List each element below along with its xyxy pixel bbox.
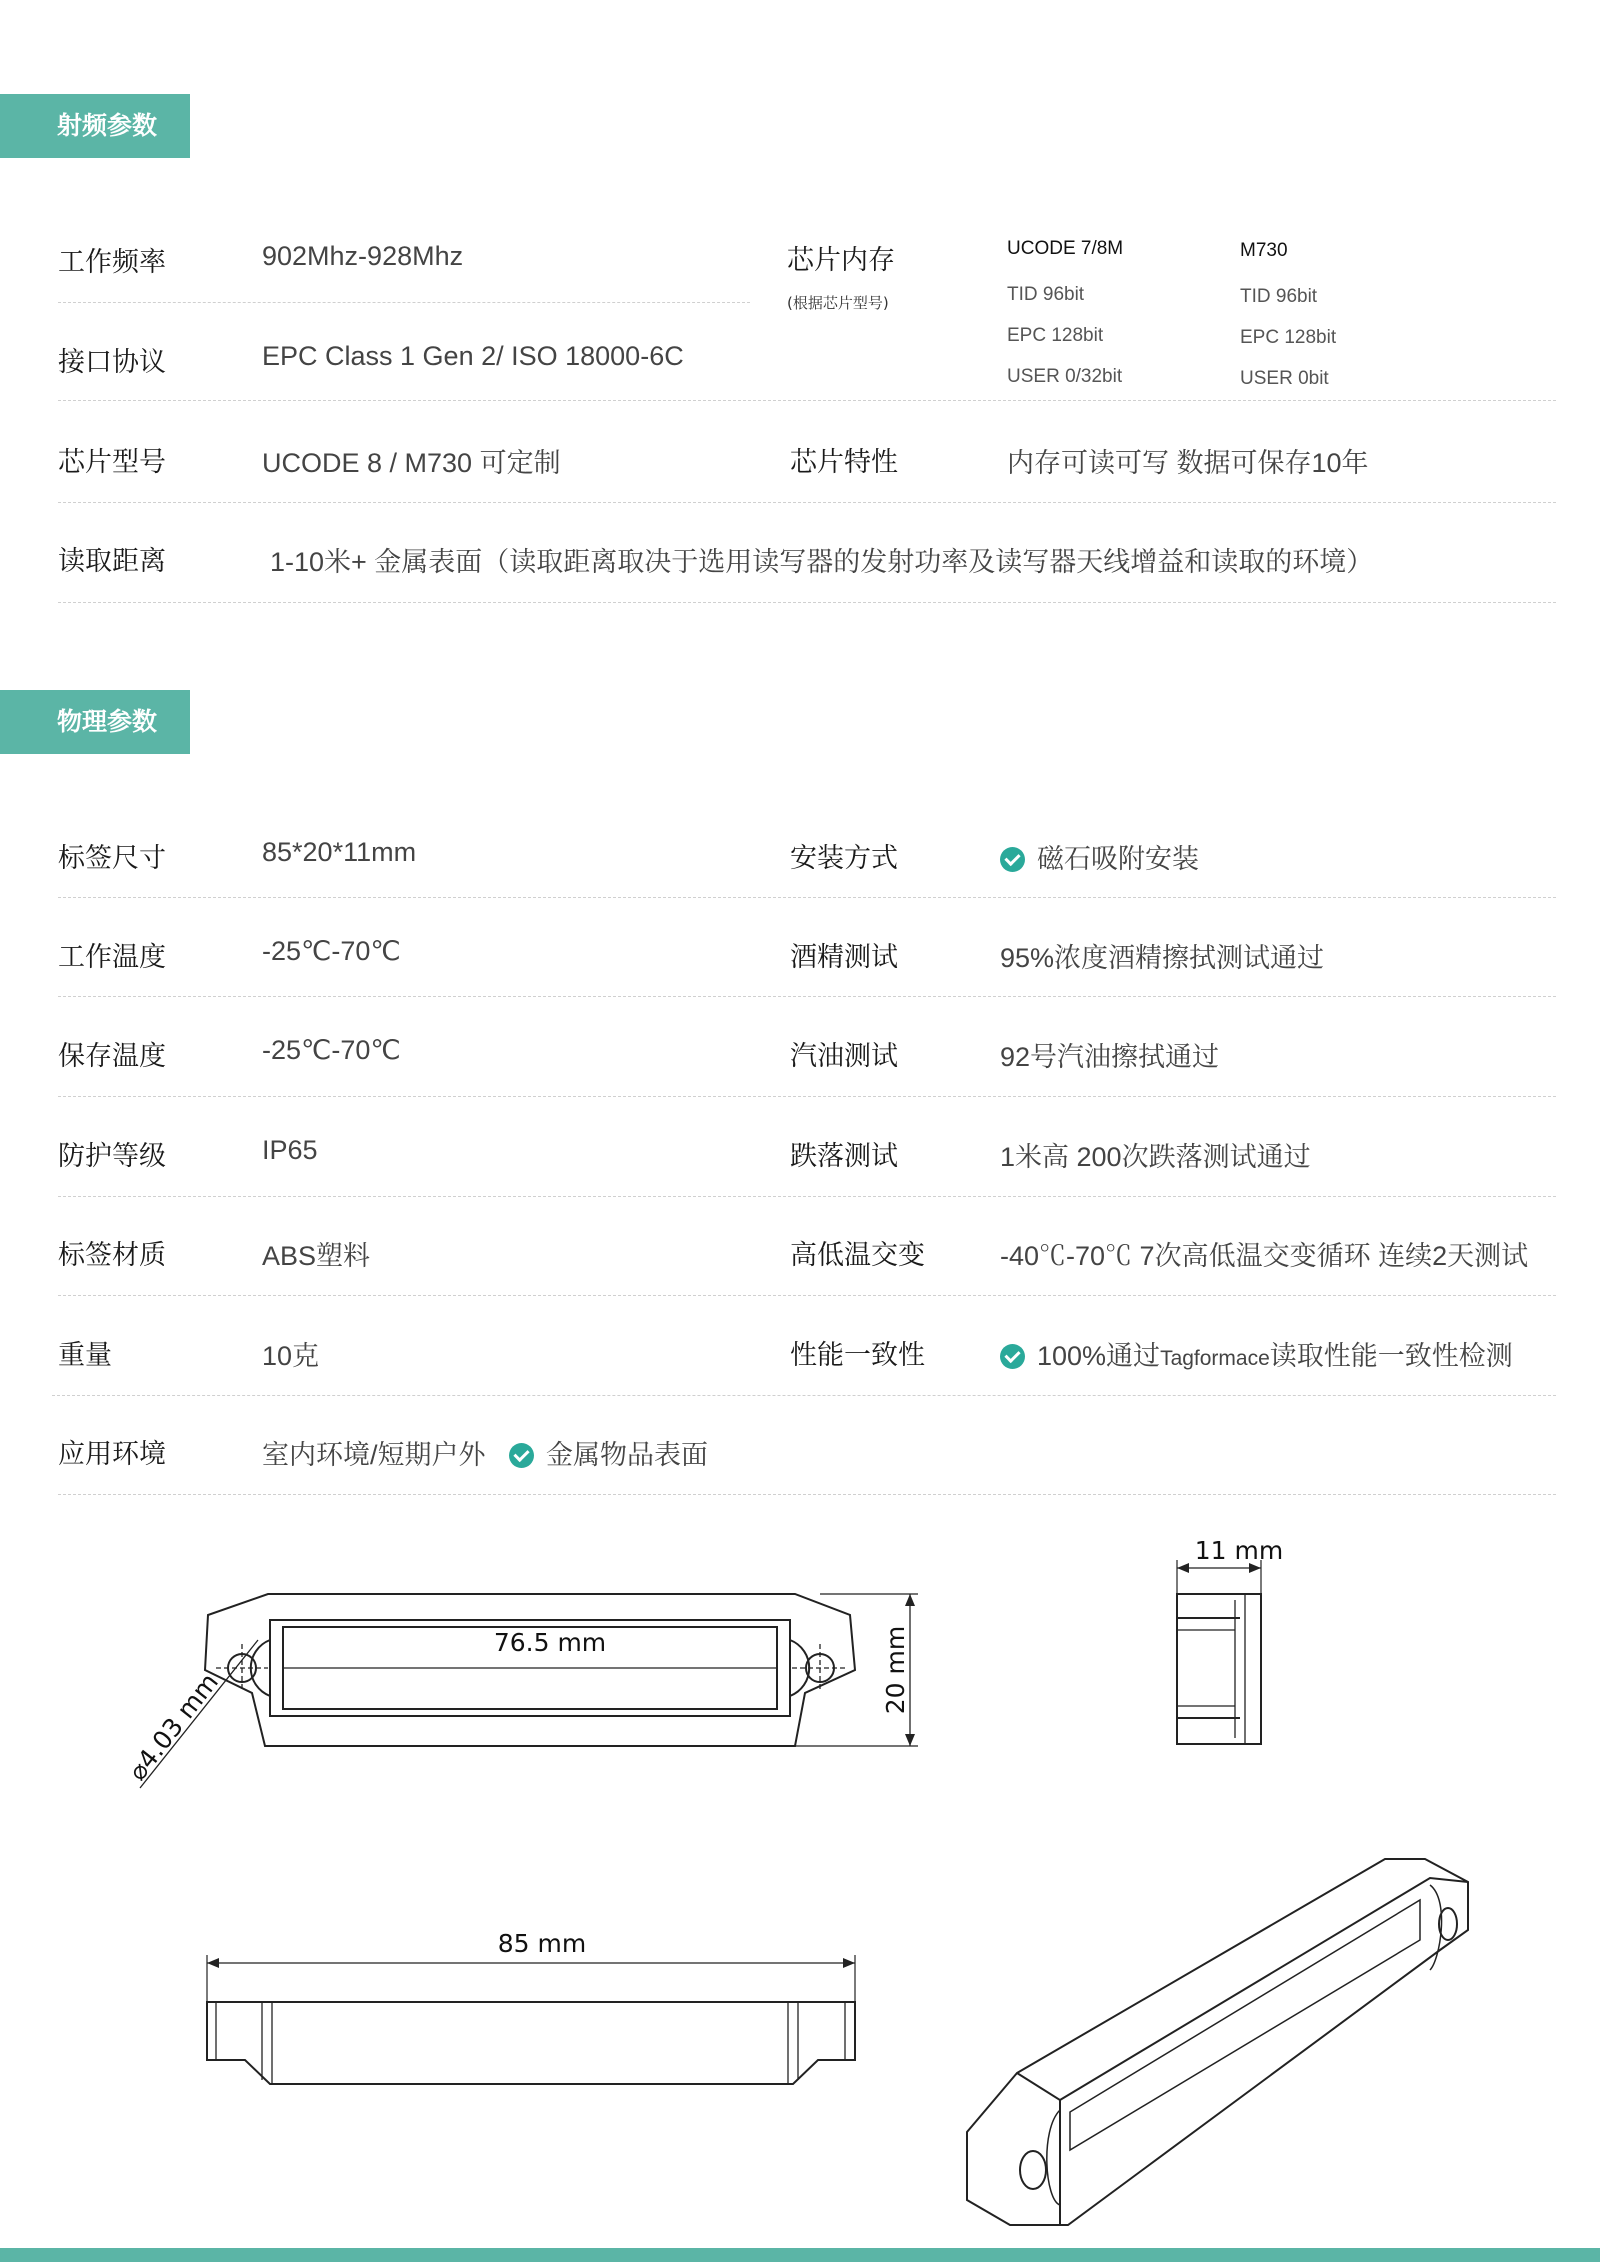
mount-value-text: 磁石吸附安装 (1037, 844, 1199, 874)
divider (58, 502, 1556, 503)
mem-col2-row: TID 96bit (1240, 286, 1318, 307)
env-extra: 金属物品表面 (546, 1440, 709, 1470)
check-icon (1000, 1344, 1025, 1369)
divider (58, 1096, 1556, 1097)
divider (58, 400, 1556, 401)
feat-label: 芯片特性 (790, 447, 898, 478)
drop-value: 1米高 200次跌落测试通过 (1000, 1142, 1311, 1172)
gasoline-value: 92号汽油擦拭通过 (1000, 1042, 1220, 1072)
worktemp-value: -25℃-70℃ (262, 936, 401, 966)
ip-label: 防护等级 (58, 1141, 166, 1172)
consistency-brand: Tagformace (1160, 1347, 1270, 1370)
worktemp-label: 工作温度 (58, 942, 166, 973)
divider (58, 1295, 1556, 1296)
mem-col2-row: EPC 128bit (1240, 327, 1337, 348)
consistency-pre: 100%通过 (1037, 1341, 1161, 1371)
dim-inner-length: 76.5 mm (493, 1628, 607, 1657)
dim-length: 85 mm (497, 1929, 587, 1958)
mem-col1-row: TID 96bit (1007, 284, 1085, 305)
mem-col1-row: EPC 128bit (1007, 325, 1104, 346)
mount-value (1000, 837, 1199, 876)
range-value: 1-10米+ 金属表面（读取距离取决于选用读写器的发射功率及读写器天线增益和读取的环境） (270, 547, 1374, 577)
divider (58, 1494, 1556, 1495)
range-label: 读取距离 (58, 546, 166, 577)
storetemp-value: -25℃-70℃ (262, 1035, 401, 1065)
phys-section-tag: 物理参数 (0, 690, 190, 754)
iso-view-outline (967, 1859, 1468, 2225)
dim-thickness: 11 mm (1194, 1536, 1284, 1565)
weight-label: 重量 (58, 1340, 112, 1371)
material-label: 标签材质 (58, 1240, 166, 1271)
mem-note: (根据芯片型号) (787, 294, 889, 312)
dim-hole: ⌀4.03 mm (122, 1667, 224, 1786)
iface-value: EPC Class 1 Gen 2/ ISO 18000-6C (262, 341, 684, 371)
divider (58, 602, 1556, 603)
consistency-label: 性能一致性 (790, 1340, 925, 1371)
feat-value: 内存可读可写 数据可保存10年 (1007, 448, 1369, 478)
mem-col1-row: USER 0/32bit (1007, 366, 1123, 387)
thermal-value: -40℃-70℃ 7次高低温交变循环 连续2天测试 (1000, 1241, 1529, 1271)
ip-value: IP65 (262, 1135, 318, 1165)
weight-value: 10克 (262, 1341, 320, 1371)
divider (58, 302, 750, 303)
freq-label: 工作频率 (58, 247, 166, 278)
rf-section-tag: 射频参数 (0, 94, 190, 158)
drop-label: 跌落测试 (790, 1141, 898, 1172)
mem-col2-head: M730 (1240, 240, 1288, 261)
size-label: 标签尺寸 (58, 843, 166, 874)
alcohol-label: 酒精测试 (790, 942, 898, 973)
check-icon (509, 1443, 534, 1468)
alcohol-value: 95%浓度酒精擦拭测试通过 (1000, 943, 1325, 973)
bottom-accent-bar (0, 2248, 1600, 2262)
gasoline-label: 汽油测试 (790, 1041, 898, 1072)
chip-value: UCODE 8 / M730 可定制 (262, 448, 561, 478)
divider (52, 1395, 1556, 1396)
check-icon (1000, 847, 1025, 872)
technical-drawing (0, 1500, 1600, 2248)
mem-col2-row: USER 0bit (1240, 368, 1329, 389)
material-value: ABS塑料 (262, 1241, 371, 1271)
divider (58, 897, 1556, 898)
top-view-outline (205, 1594, 855, 1746)
dim-height: 20 mm (881, 1625, 910, 1715)
env-value-text: 室内环境/短期户外 (262, 1440, 486, 1470)
thermal-label: 高低温交变 (790, 1240, 925, 1271)
storetemp-label: 保存温度 (58, 1041, 166, 1072)
divider (58, 996, 1556, 997)
env-label: 应用环境 (58, 1439, 166, 1470)
chip-label: 芯片型号 (58, 447, 166, 478)
front-view-outline (207, 2002, 855, 2084)
size-value: 85*20*11mm (262, 837, 417, 867)
consistency-value (1000, 1334, 1513, 1373)
iface-label: 接口协议 (58, 347, 166, 378)
freq-value: 902Mhz-928Mhz (262, 241, 464, 271)
side-view-outline (1177, 1594, 1261, 1744)
mount-label: 安装方式 (790, 843, 898, 874)
consistency-post: 读取性能一致性检测 (1269, 1341, 1513, 1371)
divider (58, 1196, 1556, 1197)
mem-label: 芯片内存 (787, 245, 895, 276)
env-value (262, 1433, 708, 1472)
mem-col1-head: UCODE 7/8M (1007, 238, 1124, 259)
